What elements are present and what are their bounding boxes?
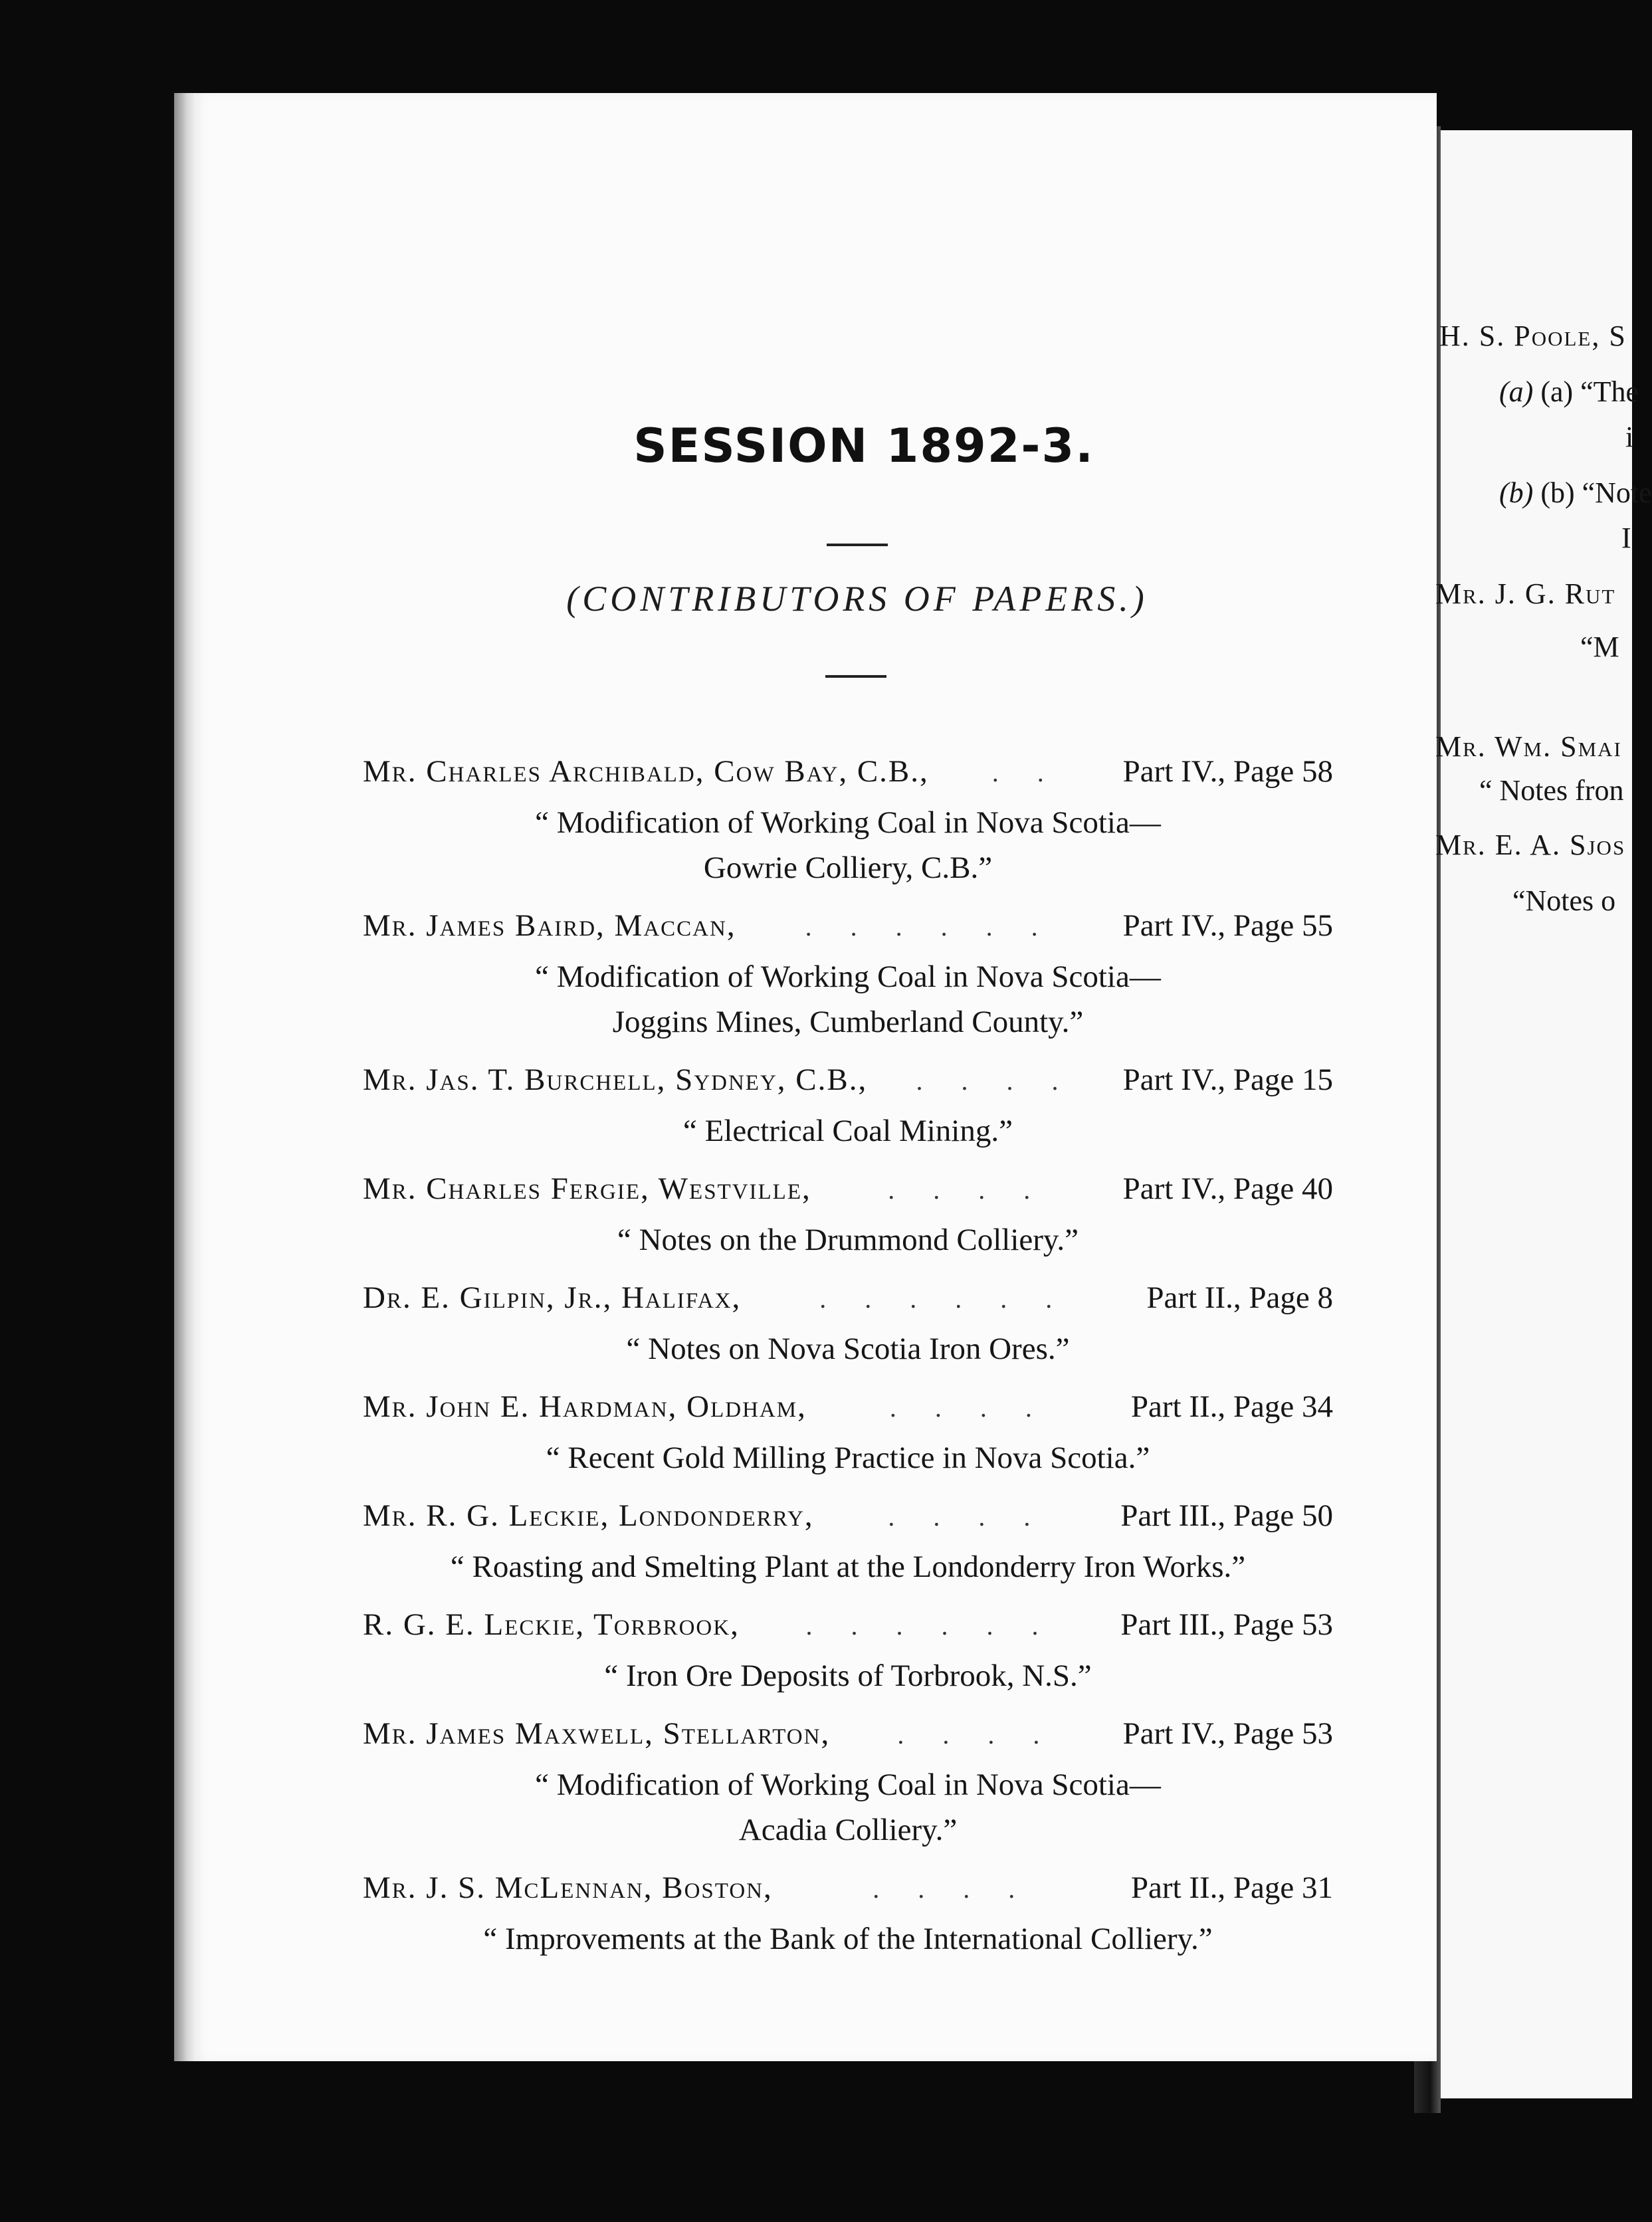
adjacent-fragment: i: [1625, 421, 1634, 453]
entry-header-line: [363, 744, 1333, 800]
entry-header-line: [363, 1706, 1333, 1762]
dot-leader: . . . . . .: [805, 912, 1054, 942]
dot-leader: . .: [991, 758, 1060, 787]
dot-leader: . . . .: [889, 1393, 1048, 1423]
paper-title-line: “ Recent Gold Milling Practice in Nova Scotia.”: [546, 1441, 1150, 1475]
subtitle-rule: [825, 675, 886, 678]
dot-leader: . . . .: [916, 1066, 1075, 1096]
part-page-reference: Part III., Page 53: [1120, 1607, 1333, 1642]
paper-title-line: “ Modification of Working Coal in Nova Scotia—: [535, 1768, 1161, 1802]
paper-title: [363, 1326, 1333, 1379]
contributor-entry: [363, 1488, 1333, 1597]
contributor-name: Mr. James Baird, Maccan,: [363, 908, 736, 943]
adjacent-page: [1433, 130, 1632, 2098]
adjacent-fragment-text: (a) “The: [1540, 375, 1639, 408]
contributor-name: Mr. R. G. Leckie, Londonderry,: [363, 1498, 814, 1533]
entry-header-line: [363, 1162, 1333, 1217]
contributor-name: Mr. Jas. T. Burchell, Sydney, C.B.,: [363, 1062, 868, 1097]
adjacent-fragment: (b) (b) “Note: [1499, 476, 1652, 509]
adjacent-fragment: “Notes o: [1512, 884, 1616, 917]
contributor-entry: [363, 1270, 1333, 1379]
session-title: SESSION 1892-3.: [633, 419, 1094, 473]
entry-header-line: [363, 1053, 1333, 1108]
adjacent-fragment: (a) (a) “The: [1499, 375, 1639, 408]
part-page-reference: Part III., Page 50: [1120, 1498, 1333, 1533]
contributor-entry: [363, 1597, 1333, 1706]
adjacent-fragment: H. S. Poole, S: [1439, 320, 1627, 352]
paper-title-line: “ Notes on Nova Scotia Iron Ores.”: [626, 1332, 1070, 1366]
contributor-entry: [363, 744, 1333, 898]
adjacent-fragment: I: [1621, 522, 1631, 554]
part-page-reference: Part IV., Page 40: [1122, 1171, 1333, 1206]
paper-title-line: “ Electrical Coal Mining.”: [683, 1114, 1013, 1148]
entry-header-line: [363, 1488, 1333, 1544]
paper-title: [363, 1108, 1333, 1162]
part-page-reference: Part IV., Page 15: [1122, 1062, 1333, 1097]
paper-title: [363, 1762, 1333, 1861]
paper-title: [363, 1653, 1333, 1706]
adjacent-fragment: “M: [1580, 631, 1619, 663]
contributor-entry: [363, 1706, 1333, 1861]
paper-title: [363, 1544, 1333, 1597]
paper-title-line: “ Modification of Working Coal in Nova Scotia—: [535, 805, 1161, 840]
paper-title-line: “ Improvements at the Bank of the International Colliery.”: [483, 1922, 1213, 1956]
paper-title-line: Joggins Mines, Cumberland County.”: [612, 1005, 1084, 1039]
contributors-list: [363, 744, 1333, 1970]
contributor-name: Mr. Charles Fergie, Westville,: [363, 1171, 811, 1206]
entry-header-line: [363, 898, 1333, 954]
adjacent-fragment: Mr. J. G. Rut: [1435, 577, 1616, 610]
paper-title-line: Acadia Colliery.”: [738, 1813, 958, 1847]
paper-title: [363, 954, 1333, 1053]
adjacent-fragment: Mr. Wm. Smai: [1435, 730, 1622, 763]
part-page-reference: Part II., Page 34: [1130, 1389, 1333, 1424]
entry-header-line: [363, 1270, 1333, 1326]
contributor-entry: [363, 1162, 1333, 1270]
contributor-entry: [363, 1861, 1333, 1970]
contributor-name: Dr. E. Gilpin, Jr., Halifax,: [363, 1280, 742, 1315]
paper-title-line: “ Roasting and Smelting Plant at the Londonderry Iron Works.”: [450, 1550, 1246, 1584]
adjacent-fragment-text: (b) “Note: [1540, 476, 1652, 509]
contributor-name: Mr. J. S. McLennan, Boston,: [363, 1870, 773, 1905]
page-edge-shadow: [174, 93, 197, 2061]
entry-header-line: [363, 1379, 1333, 1435]
paper-title: [363, 1916, 1333, 1970]
contributor-name: R. G. E. Leckie, Torbrook,: [363, 1607, 740, 1642]
adjacent-fragment: “ Notes fron: [1479, 774, 1624, 807]
part-page-reference: Part II., Page 31: [1130, 1870, 1333, 1905]
dot-leader: . . . .: [873, 1874, 1031, 1904]
dot-leader: . . . .: [897, 1720, 1056, 1750]
part-page-reference: Part IV., Page 58: [1122, 754, 1333, 789]
adjacent-fragment: Mr. E. A. Sjos: [1435, 829, 1626, 861]
contributor-entry: [363, 1053, 1333, 1162]
part-page-reference: Part II., Page 8: [1146, 1280, 1333, 1315]
paper-title: [363, 1435, 1333, 1488]
paper-title-line: “ Notes on the Drummond Colliery.”: [617, 1223, 1079, 1257]
section-subtitle: (CONTRIBUTORS OF PAPERS.): [566, 579, 1148, 619]
entry-header-line: [363, 1861, 1333, 1916]
paper-title-line: “ Modification of Working Coal in Nova Scotia—: [535, 960, 1161, 994]
title-rule: [827, 544, 888, 546]
part-page-reference: Part IV., Page 53: [1122, 1716, 1333, 1751]
contributor-entry: [363, 1379, 1333, 1488]
contributor-entry: [363, 898, 1333, 1053]
contributor-name: Mr. Charles Archibald, Cow Bay, C.B.,: [363, 754, 929, 789]
dot-leader: . . . .: [888, 1502, 1047, 1532]
paper-title-line: Gowrie Colliery, C.B.”: [703, 851, 993, 885]
dot-leader: . . . . . .: [819, 1284, 1069, 1314]
paper-title-line: “ Iron Ore Deposits of Torbrook, N.S.”: [604, 1659, 1092, 1693]
paper-title: [363, 1217, 1333, 1270]
contributor-name: Mr. James Maxwell, Stellarton,: [363, 1716, 831, 1751]
dot-leader: . . . .: [888, 1175, 1047, 1205]
part-page-reference: Part IV., Page 55: [1122, 908, 1333, 943]
dot-leader: . . . . . .: [805, 1611, 1055, 1641]
contributor-name: Mr. John E. Hardman, Oldham,: [363, 1389, 807, 1424]
paper-title: [363, 800, 1333, 898]
entry-header-line: [363, 1597, 1333, 1653]
